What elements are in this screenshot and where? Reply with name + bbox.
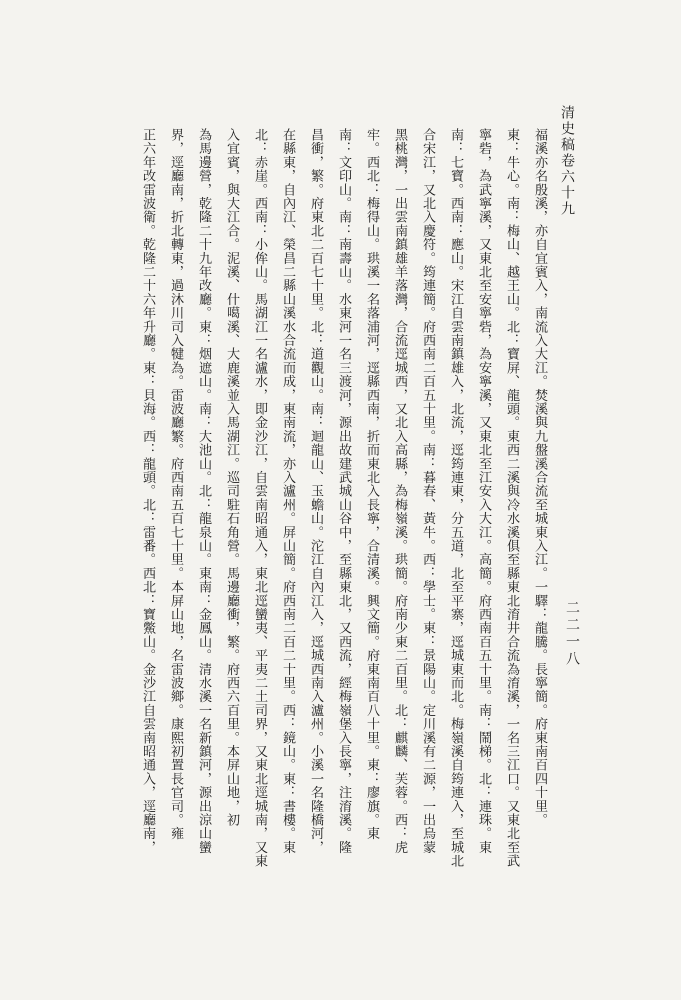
text-column: 合宋江，又北入慶符。筠連簡。府西南二百五十里。南：暮春、黃牛。西：學士。東：景陽山。定川溪有二源，一出烏蒙: [420, 128, 436, 855]
page-number: 二二一八: [564, 600, 580, 668]
text-column: 入宜賓，與大江合。泥溪、什噶溪、大鹿溪並入馬湖江。巡司駐石角營。馬邊廳衝，繁。府西六百里。本屏山地，初: [224, 128, 240, 827]
text-column: 牢。西北：梅得山。珙溪一名落浦河，逕縣西南，折而東北入長寧，合清溪。興文簡。府東南百八十里。東：廖旗。東: [364, 128, 380, 841]
text-column: 南：文印山。南：南壽山。水東河一名三渡河，源出故建武城山谷中，至縣東北，又西流，經梅嶺堡入長寧，注淯溪。隆: [336, 128, 352, 855]
text-column: 東：牛心。南：梅山、越王山。北：寶屏、龍頭。東西二溪與冷水溪俱至縣東北淯井合流為淯溪，一名三江口。又東北至武: [504, 128, 520, 868]
text-column: 北：赤崖。西南：小侔山。馬湖江一名瀘水，即金沙江，自雲南昭通入，東北逕蠻夷、平夷二土司界，又東北逕城南，又東: [252, 128, 268, 868]
text-column: 福溪亦名殷溪，亦自宜賓入，南流入大江。焚溪與九盤溪合流至城東入江。一驛：龍騰。長寧簡。府東南百四十里。: [532, 128, 548, 827]
text-column: 界，逕廳南，折北轉東，過沐川司入犍為。雷波廳繁。府西南五百七十里。本屏山地，名雷波鄉。康熙初置長官司。雍: [168, 128, 184, 841]
text-column: 黑桃灣，一出雲南鎮雄羊落灣，合流逕城西，又北入高縣，為梅嶺溪。珙簡。府南少東二百里。北：麒麟、芙蓉。西：虎: [392, 128, 408, 855]
text-column: 為馬邊營，乾隆二十九年改廳。東：烟遮山。南：大池山。北：龍泉山。東南：金鳳山。清水溪一名新鎮河，源出涼山蠻: [196, 128, 212, 855]
text-column: 南：七寶。西南：應山。宋江自雲南鎮雄入，北流，逕筠連東，分五道，北至平寨，逕城東而北。梅嶺溪自筠連入，至城北: [448, 128, 464, 868]
text-column: 正六年改雷波衛。乾隆二十六年升廳。東：貝海。西：龍頭。北：雷番。西北：寶鱉山。金沙江自雲南昭通入，逕廳南，: [140, 128, 156, 855]
text-column: 昌衝，繁。府東北二百七十里。北：道觀山。南：迴龍山、玉蟾山。沱江自內江入，逕城西南入瀘州。小溪一名隆橋河，: [308, 128, 324, 855]
text-column: 在縣東，自內江、榮昌二縣山溪水合流而成，東南流，亦入瀘州。屏山簡。府西南二百二十里。西：鏡山。東：書樓。東: [280, 128, 296, 855]
text-column: 寧砦，為武寧溪，又東北至安寧砦，為安寧溪，又東北至江安入大江。高簡。府西南百五十里。南：鬧梯。北：連珠。東: [476, 128, 492, 855]
running-header: 清史稿卷六十九: [559, 105, 575, 217]
